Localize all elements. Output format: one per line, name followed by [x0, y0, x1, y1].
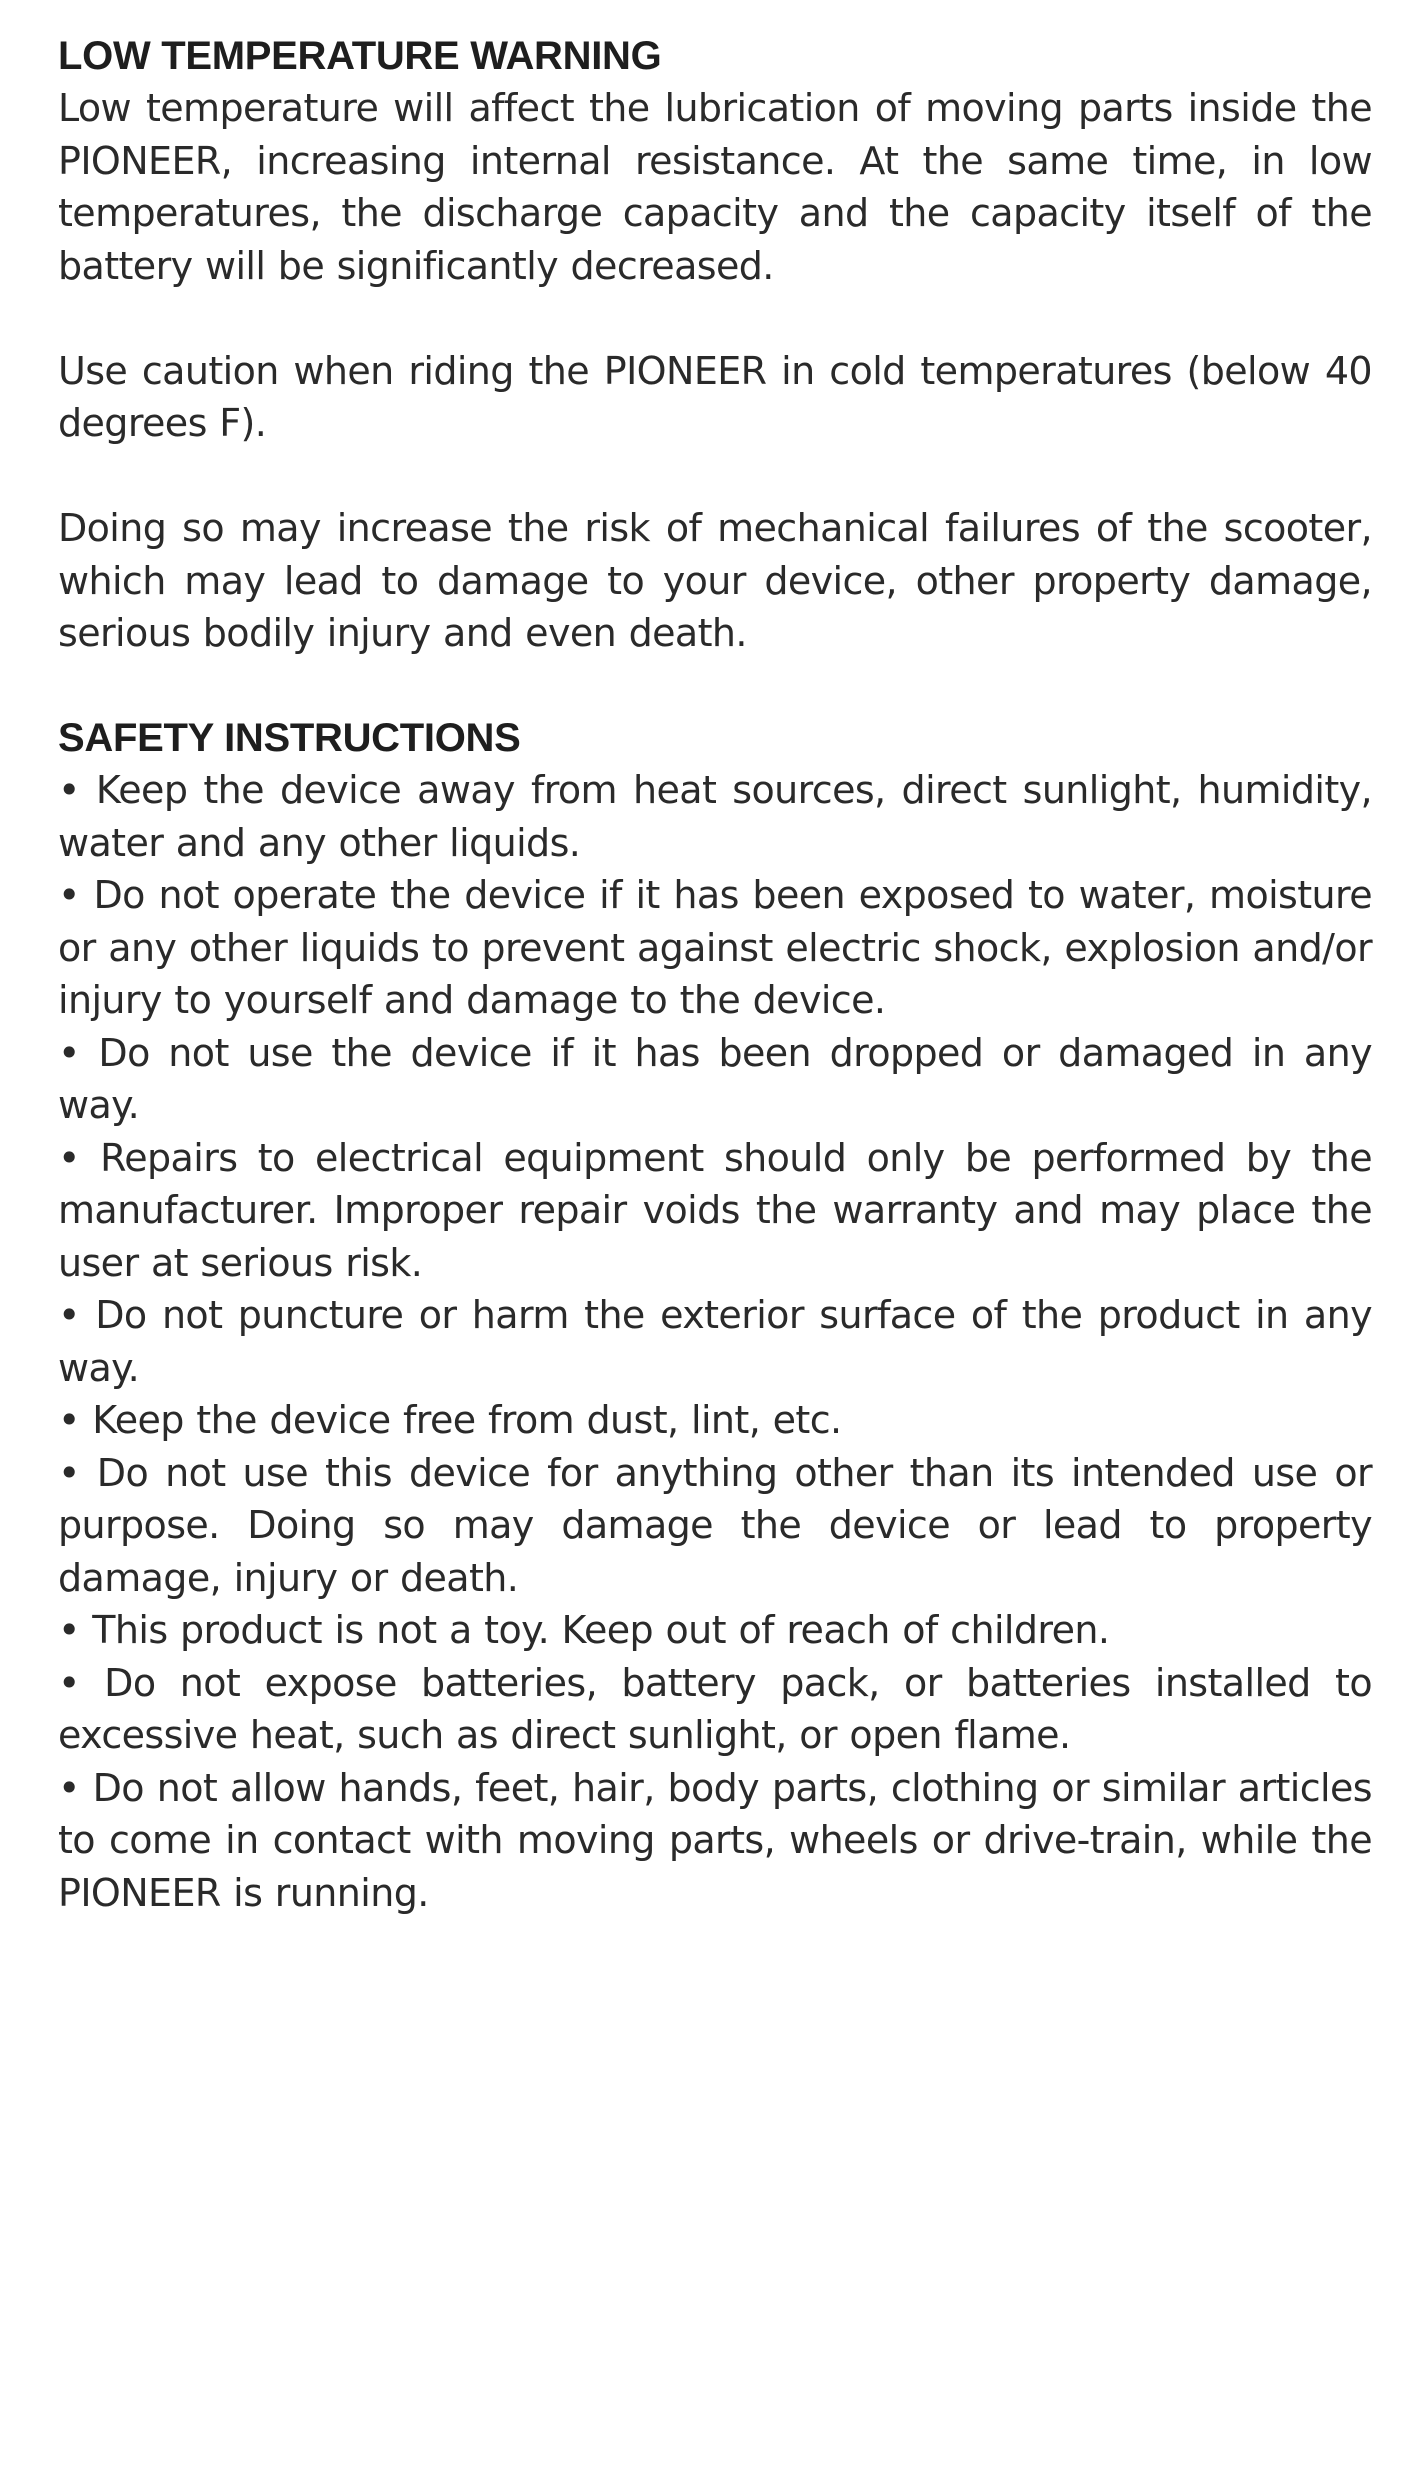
- risk-paragraph: Doing so may increase the risk of mechanical failures of the scooter, which may lead to damage to your device, other property damage, serious bodily injury and even death.: [58, 506, 1372, 655]
- safety-instructions-list: [58, 764, 1372, 1919]
- list-item: • Do not use the device if it has been dropped or damaged in any way.: [58, 1030, 1372, 1127]
- manual-page: [58, 30, 1372, 1919]
- list-item: • Do not use this device for anything other than its intended use or purpose. Doing so may damage the device or lead to property damage, injury or death.: [58, 1450, 1372, 1600]
- list-item: • Keep the device away from heat sources, direct sunlight, humidity, water and any other liquids.: [58, 768, 1372, 865]
- cold-caution-paragraph: Use caution when riding the PIONEER in cold temperatures (below 40 degrees F).: [58, 348, 1372, 445]
- list-item: • Do not puncture or harm the exterior surface of the product in any way.: [58, 1293, 1372, 1390]
- list-item: • Repairs to electrical equipment should only be performed by the manufacturer. Improper repair voids the warranty and may place the user at serious risk.: [58, 1135, 1372, 1285]
- list-item: • Do not operate the device if it has been exposed to water, moisture or any other liquids to prevent against electric shock, explosion and/or injury to yourself and damage to the device.: [58, 873, 1372, 1022]
- list-item: • Do not expose batteries, battery pack, or batteries installed to excessive heat, such as direct sunlight, or open flame.: [58, 1660, 1372, 1757]
- list-item: • Keep the device free from dust, lint, etc.: [58, 1398, 842, 1442]
- low-temperature-section: [58, 30, 1372, 660]
- list-item: • Do not allow hands, feet, hair, body parts, clothing or similar articles to come in contact with moving parts, wheels or drive-train, while the PIONEER is running.: [58, 1765, 1372, 1915]
- safety-instructions-section: [58, 712, 1372, 1919]
- safety-instructions-heading: SAFETY INSTRUCTIONS: [58, 716, 521, 760]
- low-temperature-paragraph: Low temperature will affect the lubrication of moving parts inside the PIONEER, increasing internal resistance. At the same time, in low temperatures, the discharge capacity and the capacity itself of the battery will be significantly decreased.: [58, 86, 1372, 288]
- low-temperature-heading: LOW TEMPERATURE WARNING: [58, 34, 662, 78]
- list-item: • This product is not a toy. Keep out of reach of children.: [58, 1608, 1110, 1652]
